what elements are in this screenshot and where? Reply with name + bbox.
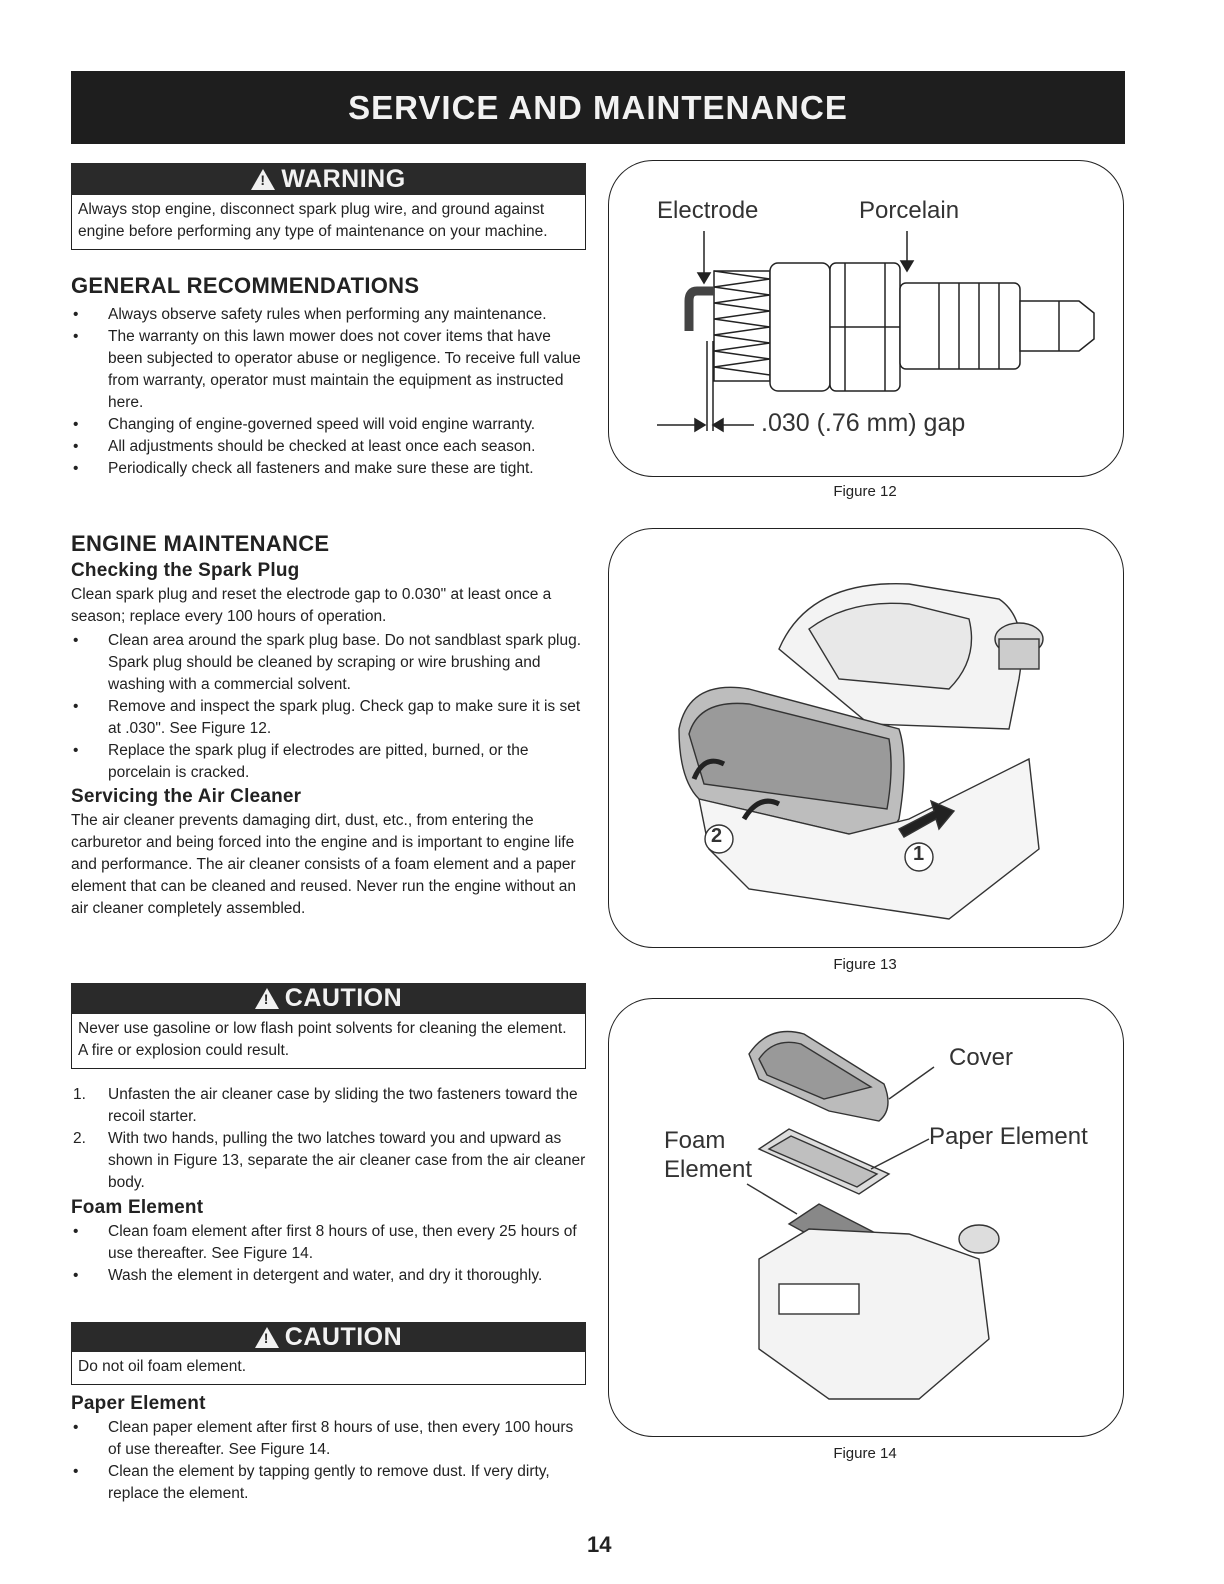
porcelain-label: Porcelain [859,197,960,224]
list-item: • Clean the element by tapping gently to remove dust. If very dirty, replace the element. [71,1461,586,1505]
paper-element-label: Paper Element [929,1123,1088,1150]
spark-heading: Checking the Spark Plug [71,560,300,581]
figure-12-frame [608,160,1124,477]
foam-label-line1: Foam [664,1127,726,1154]
foam-label-line2: Element [664,1156,753,1183]
caution-text: Never use gasoline or low flash point solvents for cleaning the element. A fire or explosion could result. [71,1014,586,1069]
foam-list [71,1221,586,1287]
figure-14-caption: Figure 14 [833,1445,897,1462]
general-heading: GENERAL RECOMMENDATIONS [71,273,420,298]
general-recommendations [71,273,586,480]
step-text: With two hands, pulling the two latches toward you and upward as shown in Figure 13, separate the air cleaner case from the air cleaner body. [108,1130,586,1191]
step-item [71,1128,586,1194]
caution-header-2 [71,1322,586,1352]
air-heading: Servicing the Air Cleaner [71,786,302,807]
engine-maintenance [71,531,586,920]
caution-box-2 [71,1322,586,1385]
warning-text: Always stop engine, disconnect spark plug wire, and ground against engine before performing any type of maintenance on your machine. [71,195,586,250]
caution-triangle-icon [255,1327,279,1348]
step-item [71,1084,586,1128]
list-item: • Periodically check all fasteners and make sure these are tight. [71,458,586,480]
steps-list [71,1084,586,1194]
step-text: Unfasten the air cleaner case by sliding the two fasteners toward the recoil starter. [108,1086,578,1125]
caution-triangle-icon [255,988,279,1009]
list-item: • Clean area around the spark plug base. Do not sandblast spark plug. Spark plug should be cleaned by scraping or wire brushing and washing with a commercial solvent. [71,630,586,696]
general-list [71,304,586,480]
list-item: • Clean paper element after first 8 hours of use, then every 100 hours of use thereafter. See Figure 14. [71,1417,586,1461]
caution-title: CAUTION [284,984,403,1012]
air-cleaner-exploded-icon [609,999,1123,1436]
step-number: 1. [73,1086,86,1103]
caution-header [71,983,586,1014]
section-title: SERVICE AND MAINTENANCE [348,88,848,126]
paper-element-section [71,1393,586,1505]
list-item: • Changing of engine-governed speed will void engine warranty. [71,414,586,436]
list-item: • Remove and inspect the spark plug. Check gap to make sure it is set at .030". See Figure 12. [71,696,586,740]
caution-box [71,983,586,1069]
list-item: • Replace the spark plug if electrodes are pitted, burned, or the porcelain is cracked. [71,740,586,784]
warning-box [71,163,586,250]
spark-intro: Clean spark plug and reset the electrode gap to 0.030" at least once a season; replace every 100 hours of operation. [71,586,552,625]
list-item: • All adjustments should be checked at least once each season. [71,436,586,458]
spark-list [71,630,586,784]
warning-header [71,163,586,195]
list-item: • The warranty on this lawn mower does not cover items that have been subjected to operator abuse or negligence. To receive full value from warranty, operator must maintain the equipment as instructed here. [71,326,586,414]
figure-13-frame [608,528,1124,948]
paper-list [71,1417,586,1505]
list-item: • Clean foam element after first 8 hours of use, then every 25 hours of use thereafter. See Figure 14. [71,1221,586,1265]
warning-title: WARNING [281,164,406,193]
gap-label: .030 (.76 mm) gap [761,409,966,437]
callout-2: 2 [711,825,723,847]
engine-heading: ENGINE MAINTENANCE [71,531,330,556]
warning-triangle-icon [251,169,275,190]
callout-1: 1 [913,843,925,865]
step-number: 2. [73,1130,86,1147]
figure-13-caption: Figure 13 [833,956,897,973]
list-item: • Wash the element in detergent and water, and dry it thoroughly. [71,1265,586,1287]
air-cleaner-engine-icon [609,529,1123,947]
page-number: 14 [587,1532,612,1557]
list-item: • Always observe safety rules when performing any maintenance. [71,304,586,326]
foam-heading: Foam Element [71,1197,204,1218]
figure-14-frame [608,998,1124,1437]
cover-label: Cover [949,1044,1014,1071]
paper-heading: Paper Element [71,1393,206,1414]
caution-text-2: Do not oil foam element. [71,1352,586,1385]
air-intro: The air cleaner prevents damaging dirt, dust, etc., from entering the carburetor and being forced into the engine and is important to engine life and performance. The air cleaner consists of a foam element and a paper element that can be cleaned and reused. Never run the engine without an air cleaner completely assembled. [71,812,576,917]
electrode-label: Electrode [657,197,759,224]
caution-title-2: CAUTION [284,1322,403,1351]
section-banner [71,71,1125,144]
figure-12-caption: Figure 12 [833,483,897,500]
steps [71,1084,586,1287]
